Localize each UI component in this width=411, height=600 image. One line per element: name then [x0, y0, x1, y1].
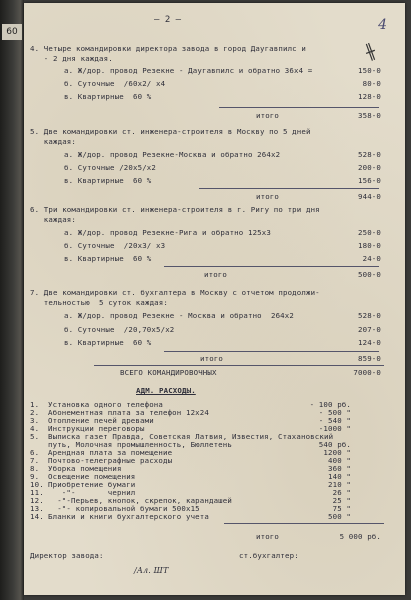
misc-amount: 540 рб.: [318, 440, 351, 449]
misc-num: 12.: [30, 496, 44, 505]
misc-heading: АДМ. РАСХОДЫ.: [136, 386, 196, 395]
accountant-signature-label: ст.бухгалтер:: [239, 551, 299, 560]
misc-amount: - 100 рб.: [309, 400, 351, 409]
expense-amount: 156-0: [358, 176, 381, 185]
director-signature: /Ал. ШТ: [134, 566, 169, 575]
handwritten-page-number: 4: [378, 17, 387, 33]
misc-label: -"-Перьев, кнопок, скрепок, карандашей: [48, 496, 232, 505]
total-label: итого: [256, 192, 279, 201]
misc-label: Выписка газет Правда, Советская Латвия, Известия, Стахановский: [48, 432, 334, 441]
misc-label: -"- копировальной бумаги 500х15: [48, 504, 200, 513]
expense-line: в. Квартирные 60 %: [64, 176, 152, 185]
misc-label: Арендная плата за помещение: [48, 448, 173, 457]
misc-amount: 75 ": [332, 504, 351, 513]
section-total: 944-0: [358, 192, 381, 201]
misc-label: Приобретение бумаги: [48, 480, 136, 489]
misc-label: Почтово-телеграфные расходы: [48, 456, 173, 465]
misc-amount: - 500 ": [318, 408, 351, 417]
divider: [164, 266, 379, 267]
misc-num: 14.: [30, 512, 44, 521]
section-title: 7. Две командировки ст. бухгалтера в Москву с отчетом продолжи-: [30, 288, 320, 297]
divider: [164, 351, 379, 352]
expense-line: б. Суточные /20х3/ х3: [64, 241, 166, 250]
expense-amount: 528-0: [358, 311, 381, 320]
expense-amount: 150-0: [358, 66, 381, 75]
director-signature-label: Директор завода:: [30, 551, 104, 560]
misc-label: Инструкции переговоры: [48, 424, 145, 433]
misc-amount: 210 ": [328, 480, 351, 489]
document-page: [24, 3, 405, 595]
misc-amount: 1200 ": [323, 448, 351, 457]
expense-amount: 250-0: [358, 228, 381, 237]
expense-amount: 80-0: [362, 79, 381, 88]
page-number: – 2 –: [154, 15, 182, 25]
misc-label: Уборка помещения: [48, 464, 122, 473]
grand-total-label: ВСЕГО КОМАНДИРОВОЧНЫХ: [120, 368, 217, 377]
divider: [199, 188, 379, 189]
expense-line: а. Ж/дор. провод Резекне - Москва и обратно 264х2: [64, 311, 294, 320]
binder-edge: [0, 0, 24, 600]
expense-amount: 124-0: [358, 338, 381, 347]
misc-amount: 500 ": [328, 512, 351, 521]
misc-num: 1.: [30, 400, 40, 409]
expense-amount: 528-0: [358, 150, 381, 159]
misc-num: 7.: [30, 456, 40, 465]
expense-line: в. Квартирные 60 %: [64, 92, 152, 101]
divider: [224, 523, 384, 524]
misc-num: 4.: [30, 424, 40, 433]
expense-line: а. Ж/дор. провод Резекне-Москва и обратно 264х2: [64, 150, 281, 159]
section-title-cont: тельностью 5 суток каждая:: [30, 298, 168, 307]
misc-num: 5.: [30, 432, 40, 441]
expense-line: б. Суточные /20,70х5/х2: [64, 325, 175, 334]
binder-tag: 60: [2, 24, 22, 40]
expense-line: б. Суточные /60х2/ х4: [64, 79, 166, 88]
misc-label: Абонементная плата за телефон 12х24: [48, 408, 209, 417]
expense-amount: 180-0: [358, 241, 381, 250]
misc-amount: 400 ": [328, 456, 351, 465]
expense-amount: 128-0: [358, 92, 381, 101]
misc-amount: -1000 ": [318, 424, 351, 433]
misc-num: 9.: [30, 472, 40, 481]
misc-label: Установка одного телефона: [48, 400, 163, 409]
misc-label: Бланки и книги бухгалтерского учета: [48, 512, 209, 521]
misc-label: Отопление печей древами: [48, 416, 154, 425]
misc-num: 6.: [30, 448, 40, 457]
section-total: 859-0: [358, 354, 381, 363]
expense-amount: 200-0: [358, 163, 381, 172]
handwritten-mark: ╫: [363, 41, 378, 63]
misc-amount: 360 ": [328, 464, 351, 473]
total-label: итого: [256, 532, 279, 541]
grand-total: 7000-0: [353, 368, 381, 377]
expense-line: б. Суточные /20х5/х2: [64, 163, 156, 172]
misc-label: -"- чернил: [48, 488, 136, 497]
section-title-cont: каждая:: [30, 137, 76, 146]
misc-label: Освещение помещения: [48, 472, 136, 481]
expense-line: а. Ж/дор. провод Резекне - Даугавпилс и обратно 36х4 =: [64, 66, 313, 75]
misc-amount: 26 ": [332, 488, 351, 497]
section-title: 4. Четыре командировки директора завода в город Даугавпилс и: [30, 44, 306, 53]
misc-label: путь, Молочная промышленность, Бюллетень: [48, 440, 232, 449]
expense-line: а. Ж/дор. провод Резекне-Рига и обратно 125х3: [64, 228, 271, 237]
section-title-cont: - 2 дня каждая.: [30, 54, 113, 63]
divider: [94, 365, 384, 366]
section-title-cont: каждая:: [30, 215, 76, 224]
misc-amount: 140 ": [328, 472, 351, 481]
section-total: 500-0: [358, 270, 381, 279]
misc-num: 2.: [30, 408, 40, 417]
expense-amount: 207-0: [358, 325, 381, 334]
misc-num: 11.: [30, 488, 44, 497]
section-title: 5. Две командировки ст. инженера-строителя в Москву по 5 дней: [30, 127, 311, 136]
section-title: 6. Три командировки ст. инженера-строителя в г. Ригу по три дня: [30, 205, 320, 214]
misc-total: 5 000 рб.: [339, 532, 381, 541]
expense-line: в. Квартирные 60 %: [64, 254, 152, 263]
total-label: итого: [256, 111, 279, 120]
expense-line: в. Квартирные 60 %: [64, 338, 152, 347]
misc-amount: 25 ": [332, 496, 351, 505]
misc-num: 3.: [30, 416, 40, 425]
misc-amount: - 540 ": [318, 416, 351, 425]
total-label: итого: [200, 354, 223, 363]
total-label: итого: [204, 270, 227, 279]
section-total: 358-0: [358, 111, 381, 120]
misc-num: 13.: [30, 504, 44, 513]
expense-amount: 24-0: [362, 254, 381, 263]
misc-num: 8.: [30, 464, 40, 473]
misc-num: 10.: [30, 480, 44, 489]
divider: [219, 107, 379, 108]
